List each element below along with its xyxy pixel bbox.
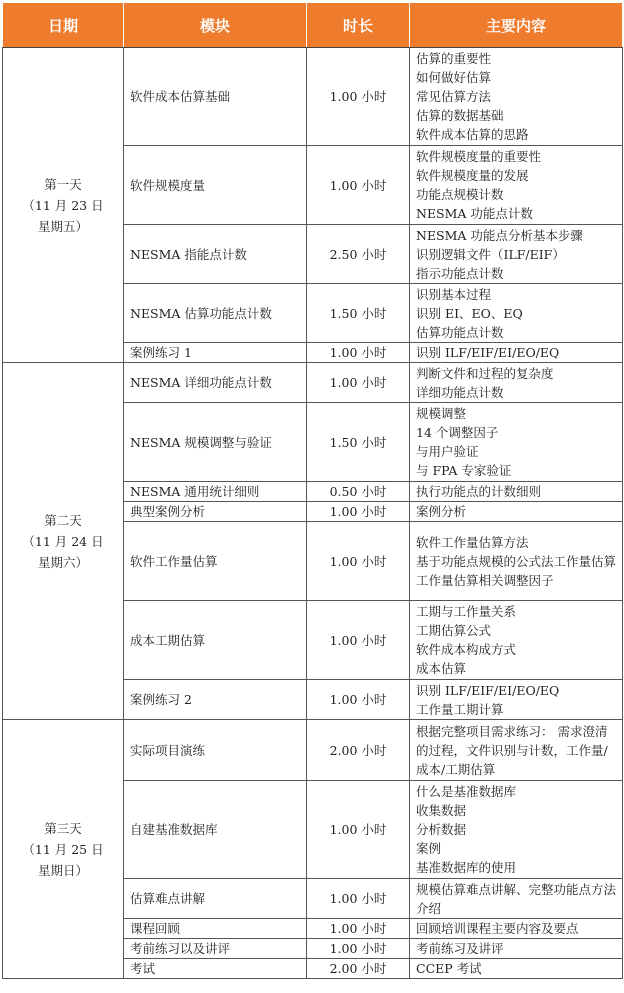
module-cell: 考试 [124,959,307,979]
header-row [3,3,623,48]
day-label: 第一天 [44,176,82,192]
schedule-table [2,2,623,979]
content-line: 指示功能点计数 [416,265,504,281]
content-cell [410,879,623,919]
content-line: 软件成本估算的思路 [416,127,529,142]
module-cell: 估算难点讲解 [124,879,307,919]
content-line: 常见估算方法 [416,89,492,104]
content-line: 规模调整 [416,406,467,421]
module-cell: 软件工作量估算 [124,522,307,601]
duration-cell: 1.00 小时 [307,601,410,680]
content-line: 考前练习及讲评 [416,941,504,956]
content-line: 案例分析 [416,504,467,519]
duration-cell: 1.00 小时 [307,919,410,939]
content-line: 回顾培训课程主要内容及要点 [416,921,579,936]
duration-cell: 1.00 小时 [307,343,410,363]
day-weekday: 星期五） [37,218,88,234]
module-cell: 案例练习 2 [124,680,307,720]
content-line: 什么是基准数据库 [416,784,517,799]
content-cell [410,225,623,284]
content-line: 估算的数据基础 [416,108,504,123]
content-cell [410,363,623,403]
table-row [3,363,623,403]
content-cell [410,781,623,879]
content-line: 识别 ILF/EIF/EI/EO/EQ [416,345,560,360]
content-line: 基准数据库的使用 [416,860,517,875]
day-weekday: 星期六） [37,554,88,570]
duration-cell: 1.00 小时 [307,48,410,146]
module-cell: NESMA 通用统计细则 [124,482,307,502]
content-cell [410,959,623,979]
content-line: 案例 [416,841,442,856]
day-date: （11 月 23 日 [22,197,104,213]
content-line: 软件规模度量的重要性 [416,149,542,164]
module-cell: 考前练习以及讲评 [124,939,307,959]
content-line: 执行功能点的计数细则 [416,484,542,499]
duration-cell: 1.00 小时 [307,146,410,225]
content-line: 工期估算公式 [416,623,492,638]
day-cell [3,720,124,979]
content-line: 识别基本过程 [416,286,492,302]
day-weekday: 星期日） [37,862,88,878]
module-cell: NESMA 指能点计数 [124,225,307,284]
day-cell [3,363,124,720]
module-cell: 课程回顾 [124,919,307,939]
content-cell [410,522,623,601]
content-line: 功能点规模计数 [416,187,504,202]
duration-cell: 1.00 小时 [307,781,410,879]
module-cell: 软件成本估算基础 [124,48,307,146]
duration-cell: 1.00 小时 [307,522,410,601]
duration-cell: 1.00 小时 [307,363,410,403]
day-date: （11 月 25 日 [22,841,104,857]
content-cell [410,939,623,959]
duration-cell: 1.50 小时 [307,284,410,343]
content-line: 与用户验证 [416,444,479,459]
content-line: 收集数据 [416,803,467,818]
duration-cell: 1.50 小时 [307,403,410,482]
content-line: 分析数据 [416,822,467,837]
module-cell: 自建基准数据库 [124,781,307,879]
duration-cell: 0.50 小时 [307,482,410,502]
duration-cell: 1.00 小时 [307,939,410,959]
content-line: 识别 EI、EO、EQ [416,305,523,321]
duration-cell: 2.50 小时 [307,225,410,284]
content-line: 根据完整项目需求练习： 需求澄清的过程，文件识别与计数，工作量/成本/工期估算 [416,723,608,777]
content-line: 判断文件和过程的复杂度 [416,365,554,381]
content-line: 识别 ILF/EIF/EI/EO/EQ [416,682,560,698]
content-line: 14 个调整因子 [416,425,499,440]
content-cell [410,482,623,502]
content-cell [410,680,623,720]
content-cell [410,403,623,482]
content-cell [410,284,623,343]
header-duration: 时长 [307,3,410,48]
module-cell: NESMA 估算功能点计数 [124,284,307,343]
duration-cell: 1.00 小时 [307,879,410,919]
day-cell [3,48,124,363]
day-label: 第二天 [44,512,82,528]
table-row [3,720,623,781]
content-line: 详细功能点计数 [416,384,504,400]
content-line: 工作量工期计算 [416,701,504,717]
content-cell [410,48,623,146]
content-cell [410,919,623,939]
duration-cell: 2.00 小时 [307,959,410,979]
content-cell [410,601,623,680]
content-cell [410,146,623,225]
content-line: 识别逻辑文件（ILF/EIF） [416,246,565,262]
duration-cell: 1.00 小时 [307,680,410,720]
content-line: 如何做好估算 [416,70,492,85]
content-line: 软件规模度量的发展 [416,168,529,183]
content-line: 与 FPA 专家验证 [416,463,512,478]
duration-cell: 1.00 小时 [307,502,410,522]
module-cell: NESMA 规模调整与验证 [124,403,307,482]
module-cell: 软件规模度量 [124,146,307,225]
content-line: NESMA 功能点分析基本步骤 [416,227,583,243]
day-label: 第三天 [44,820,82,836]
module-cell: 典型案例分析 [124,502,307,522]
content-line: 软件成本构成方式 [416,642,517,657]
content-line: 工期与工作量关系 [416,604,517,619]
content-line: NESMA 功能点计数 [416,206,533,221]
header-module: 模块 [124,3,307,48]
module-cell: 案例练习 1 [124,343,307,363]
header-date: 日期 [3,3,124,48]
content-cell [410,343,623,363]
content-line: 估算的重要性 [416,51,492,66]
module-cell: 实际项目演练 [124,720,307,781]
content-line: 基于功能点规模的公式法工作量估算 [416,553,617,569]
content-line: 规模估算难点讲解、完整功能点方法介绍 [416,881,617,916]
content-line: 软件工作量估算方法 [416,534,529,550]
duration-cell: 2.00 小时 [307,720,410,781]
day-date: （11 月 24 日 [22,533,104,549]
content-line: CCEP 考试 [416,961,482,976]
content-line: 成本估算 [416,661,467,676]
content-line: 估算功能点计数 [416,324,504,340]
module-cell: 成本工期估算 [124,601,307,680]
module-cell: NESMA 详细功能点计数 [124,363,307,403]
content-cell [410,720,623,781]
content-cell [410,502,623,522]
header-content: 主要内容 [410,3,623,48]
content-line: 工作量估算相关调整因子 [416,572,554,588]
table-row [3,48,623,146]
